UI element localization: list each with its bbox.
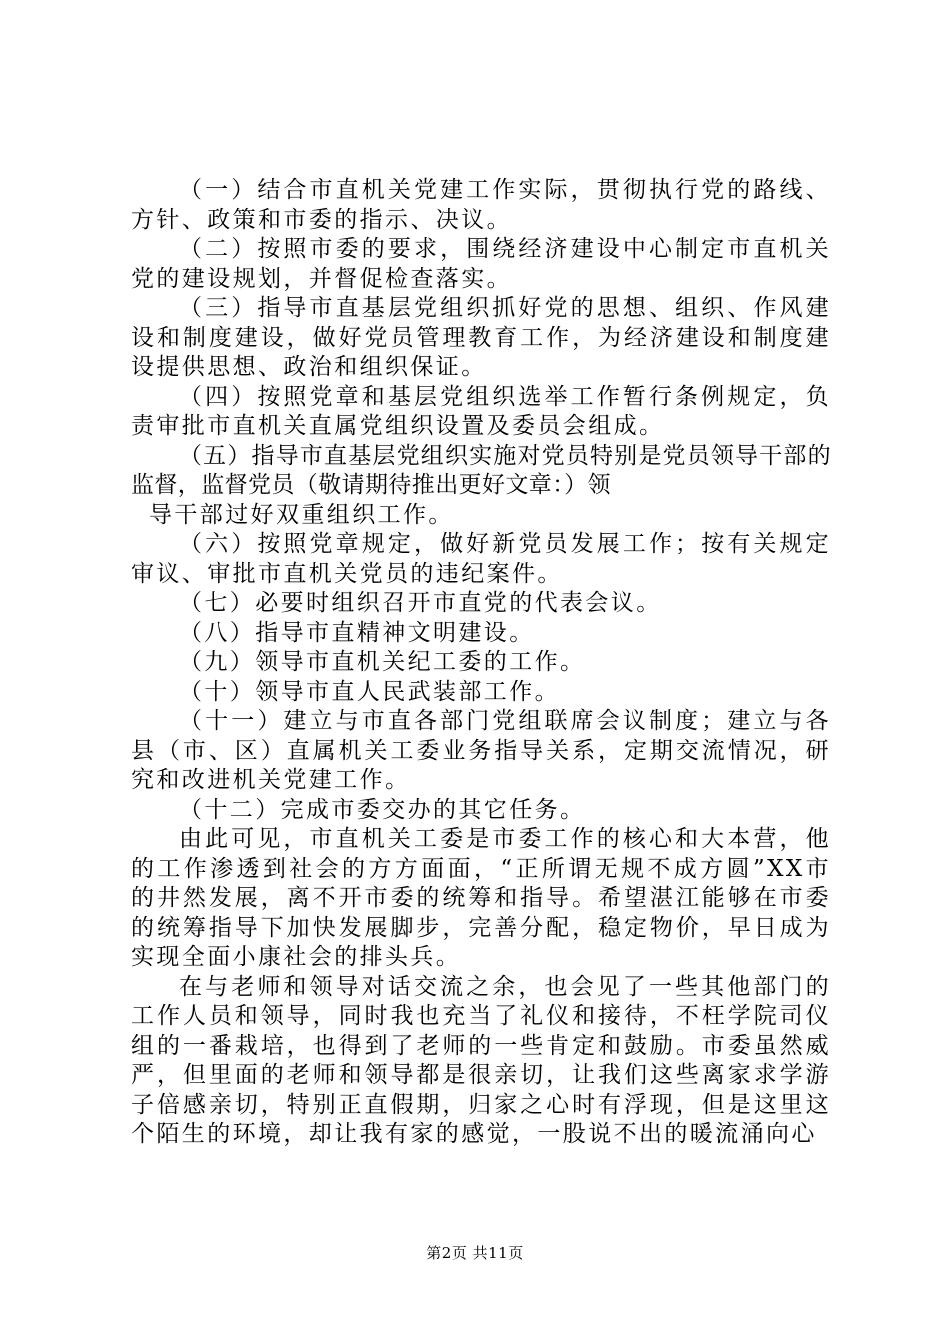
paragraph-item-7: （七）必要时组织召开市直党的代表会议。 [179,590,662,616]
paragraph-item-8: （八）指导市直精神文明建设。 [179,619,535,646]
paragraph-item-1: （一）结合市直机关党建工作实际，贯彻执行党的路线、方针、政策和市委的指示、决议。 [131,177,831,233]
paragraph-item-12: （十二）完成市委交办的其它任务。 [179,796,586,823]
paragraph-item-10: （十）领导市直人民武装部工作。 [179,678,560,705]
paragraph-item-5: （五）指导市直基层党组织实施对党员特别是党员领导干部的监督，监督党员（敬请期待推出更好文章：）领 [131,442,831,498]
paragraph-item-5-continuation: 导干部过好双重组织工作。 [149,501,454,528]
paragraph-item-2: （二）按照市委的要求，围绕经济建设中心制定市直机关党的建设规划，并督促检查落实。 [131,236,831,292]
paragraph-item-11: （十一）建立与市直各部门党组联席会议制度；建立与各县（市、区）直属机关工委业务指导关系，定期交流情况，研究和改进机关党建工作。 [131,708,831,793]
paragraph-item-6: （六）按照党章规定，做好新党员发展工作；按有关规定审议、审批市直机关党员的违纪案件。 [131,531,831,587]
paragraph-conclusion: 由此可见，市直机关工委是市委工作的核心和大本营，他的工作渗透到社会的方方面面，“正所谓无规不成方圆”XX市的井然发展，离不开市委的统筹和指导。希望湛江能够在市委的统筹指导下加快发展脚步，完善分配，稳定物价，早日成为实现全面小康社会的排头兵。 [131,826,831,970]
paragraph-item-3: （三）指导市直基层党组织抓好党的思想、组织、作风建设和制度建设，做好党员管理教育工作，为经济建设和制度建设提供思想、政治和组织保证。 [131,295,831,380]
paragraph-item-4: （四）按照党章和基层党组织选举工作暂行条例规定，负责审批市直机关直属党组织设置及委员会组成。 [131,383,831,439]
document-body [131,176,831,1150]
paragraph-item-9: （九）领导市直机关纪工委的工作。 [179,649,586,675]
paragraph-reflection: 在与老师和领导对话交流之余，也会见了一些其他部门的工作人员和领导，同时我也充当了礼仪和接待，不枉学院司仪组的一番栽培，也得到了老师的一些肯定和鼓励。市委虽然威严，但里面的老师和领导都是很亲切，让我们这些离家求学游子倍感亲切，特别正直假期，归家之心时有浮现，但是这里这个陌生的环境，却让我有家的感觉，一股说不出的暖流涌向心 [131,973,831,1147]
page-footer: 第2页 共11页 [426,1244,524,1262]
